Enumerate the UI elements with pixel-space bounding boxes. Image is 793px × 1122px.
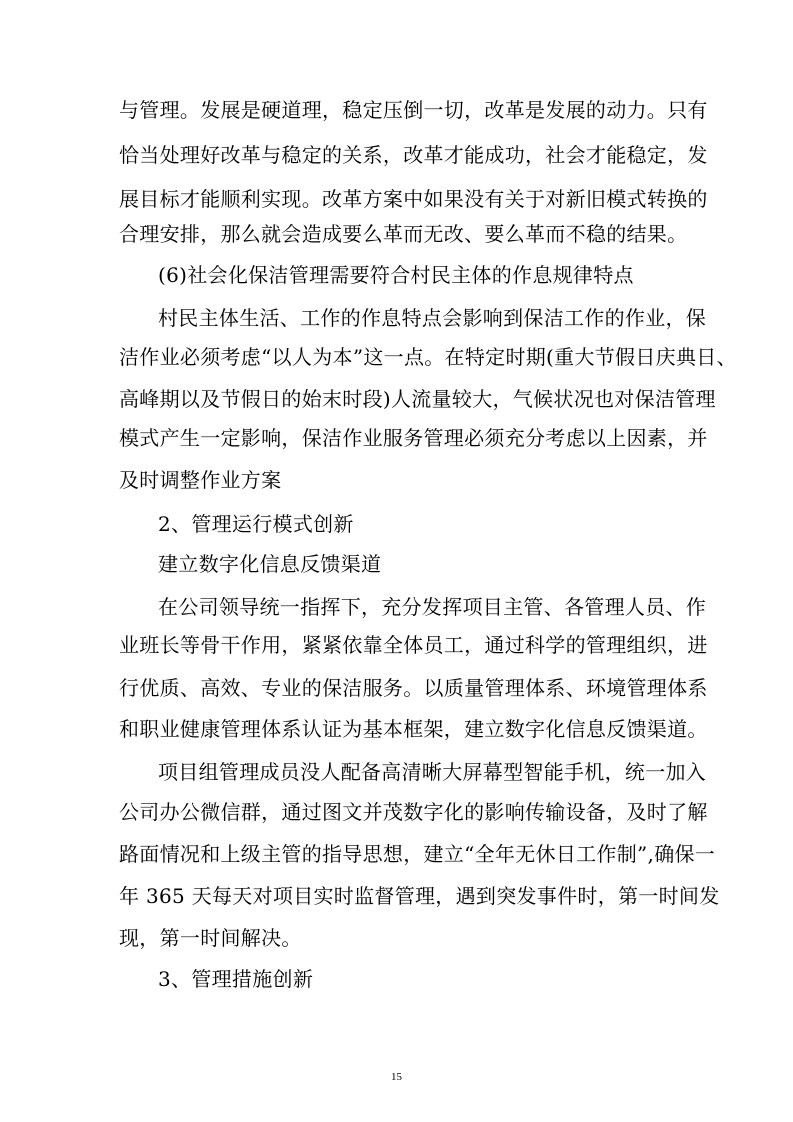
paragraph-line: 合理安排，那么就会造成要么革而无改、要么革而不稳的结果。 <box>119 222 688 246</box>
paragraph-line: 村民主体生活、工作的作息特点会影响到保洁工作的作业，保 <box>158 306 707 330</box>
section-heading: 2、管理运行模式创新 <box>158 512 354 536</box>
paragraph-line: 展目标才能顺利实现。改革方案中如果没有关于对新旧模式转换的 <box>119 187 708 211</box>
page-number: 15 <box>391 1071 402 1083</box>
paragraph-line: 及时调整作业方案 <box>119 468 282 492</box>
section-heading: 3、管理措施创新 <box>158 967 314 991</box>
paragraph-line: 恰当处理好改革与稳定的关系，改革才能成功，社会才能稳定，发 <box>119 143 708 167</box>
subsection-heading: 建立数字化信息反馈渠道 <box>158 552 382 576</box>
paragraph-line: 行优质、高效、专业的保洁服务。以质量管理体系、环境管理体系 <box>119 676 708 700</box>
paragraph-line: 公司办公微信群，通过图文并茂数字化的影响传输设备，及时了解 <box>119 800 708 824</box>
paragraph-line: 项目组管理成员没人配备高清晰大屏幕型智能手机，统一加入 <box>158 760 707 784</box>
paragraph-line: 和职业健康管理体系认证为基本框架，建立数字化信息反馈渠道。 <box>119 717 708 741</box>
section-heading: (6)社会化保洁管理需要符合村民主体的作息规律特点 <box>158 263 634 287</box>
paragraph-line: 路面情况和上级主管的指导思想，建立“全年无休日工作制”,确保一 <box>119 842 716 866</box>
paragraph-line: 现，第一时间解决。 <box>119 926 302 950</box>
paragraph-line: 业班长等骨干作用，紧紧依靠全体员工，通过科学的管理组织，进 <box>119 633 708 657</box>
paragraph-line: 模式产生一定影响，保洁作业服务管理必须充分考虑以上因素，并 <box>119 426 708 450</box>
paragraph-line: 在公司领导统一指挥下，充分发挥项目主管、各管理人员、作 <box>158 595 707 619</box>
paragraph-line: 高峰期以及节假日的始末时段)人流量较大，气候状况也对保洁管理 <box>119 387 716 411</box>
paragraph-line: 年 365 天每天对项目实时监督管理，遇到突发事件时，第一时间发 <box>119 884 720 908</box>
paragraph-line: 洁作业必须考虑“以人为本”这一点。在特定时期(重大节假日庆典日、 <box>119 345 737 369</box>
paragraph-line: 与管理。发展是硬道理，稳定压倒一切，改革是发展的动力。只有 <box>119 98 708 122</box>
